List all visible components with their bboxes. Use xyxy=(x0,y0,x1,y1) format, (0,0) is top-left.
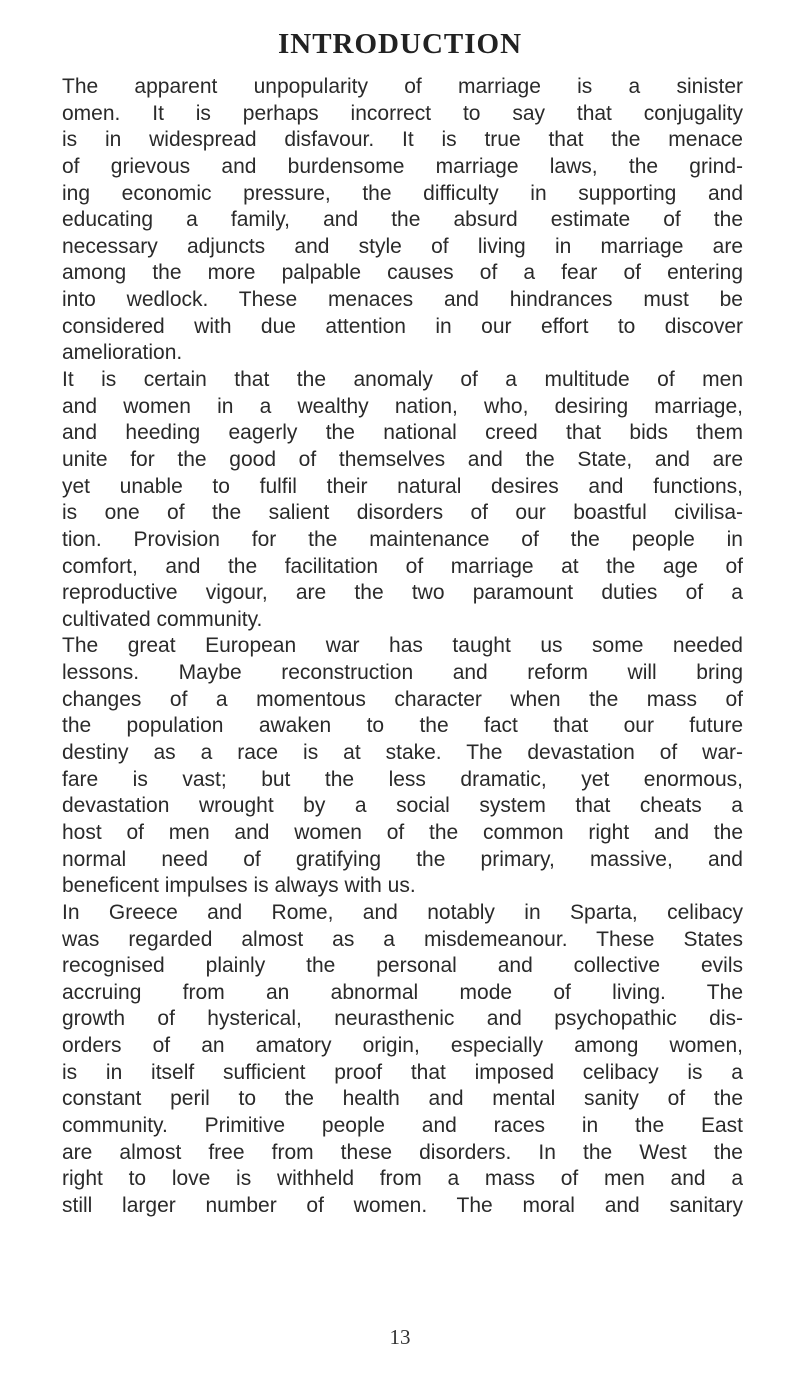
text-line: are almost free from these disorders. In the West the xyxy=(62,1140,743,1164)
text-line: comfort, and the facilitation of marriage at the age of xyxy=(62,554,743,578)
text-line: host of men and women of the common right and the xyxy=(62,820,743,844)
text-line: community. Primitive people and races in the East xyxy=(62,1113,743,1137)
text-line: In Greece and Rome, and notably in Sparta, celibacy xyxy=(62,900,743,924)
text-line: of grievous and burdensome marriage laws, the grind- xyxy=(62,154,743,178)
text-line: reproductive vigour, are the two paramount duties of a xyxy=(62,581,743,605)
text-line: unite for the good of themselves and the State, and are xyxy=(62,447,743,471)
text-line: The great European war has taught us some needed xyxy=(62,634,743,658)
text-line: lessons. Maybe reconstruction and reform will bring xyxy=(62,661,743,685)
text-line: among the more palpable causes of a fear of entering xyxy=(62,261,743,285)
paragraph xyxy=(62,900,743,1220)
text-line: necessary adjuncts and style of living in marriage are xyxy=(62,234,743,258)
text-line: constant peril to the health and mental sanity of the xyxy=(62,1087,743,1111)
text-line: was regarded almost as a misdemeanour. These States xyxy=(62,927,743,951)
text-line: It is certain that the anomaly of a multitude of men xyxy=(62,368,743,392)
text-line: The apparent unpopularity of marriage is a sinister xyxy=(62,75,743,98)
text-line: changes of a momentous character when the mass of xyxy=(62,687,743,711)
paragraph xyxy=(62,633,743,899)
text-line: accruing from an abnormal mode of living. The xyxy=(62,980,743,1004)
text-line: and women in a wealthy nation, who, desiring marriage, xyxy=(62,394,743,418)
text-line: right to love is withheld from a mass of men and a xyxy=(62,1167,743,1191)
text-line: omen. It is perhaps incorrect to say that conjugality xyxy=(62,101,743,125)
text-line: is in itself sufficient proof that imposed celibacy is a xyxy=(62,1060,743,1084)
text-line: the population awaken to the fact that our future xyxy=(62,714,743,738)
text-line: orders of an amatory origin, especially among women, xyxy=(62,1034,743,1058)
text-line: is in widespread disfavour. It is true that the menace xyxy=(62,128,743,152)
text-line: growth of hysterical, neurasthenic and psychopathic dis- xyxy=(62,1007,743,1031)
text-line: is one of the salient disorders of our boastful civilisa- xyxy=(62,501,743,525)
text-line: fare is vast; but the less dramatic, yet enormous, xyxy=(62,767,743,791)
text-line: still larger number of women. The moral and sanitary xyxy=(62,1193,743,1217)
text-line: cultivated community. xyxy=(62,607,263,631)
page-number: 13 xyxy=(389,1325,411,1349)
text-line: normal need of gratifying the primary, massive, and xyxy=(62,847,743,871)
text-line: into wedlock. These menaces and hindrances must be xyxy=(62,288,743,312)
paragraph xyxy=(62,74,743,367)
body-text xyxy=(62,74,743,1220)
text-line: considered with due attention in our effort to discover xyxy=(62,314,743,338)
text-line: tion. Provision for the maintenance of the people in xyxy=(62,527,743,551)
text-line: ing economic pressure, the difficulty in supporting and xyxy=(62,181,743,205)
text-line: devastation wrought by a social system that cheats a xyxy=(62,794,743,818)
text-line: yet unable to fulfil their natural desires and functions, xyxy=(62,474,743,498)
text-line: and heeding eagerly the national creed that bids them xyxy=(62,421,743,445)
text-line: educating a family, and the absurd estimate of the xyxy=(62,208,743,232)
paragraph xyxy=(62,367,743,633)
text-line: destiny as a race is at stake. The devastation of war- xyxy=(62,741,743,765)
text-line: beneficent impulses is always with us. xyxy=(62,874,416,898)
chapter-heading: INTRODUCTION xyxy=(277,28,523,60)
text-line: amelioration. xyxy=(62,341,183,365)
text-line: recognised plainly the personal and collective evils xyxy=(62,954,743,978)
